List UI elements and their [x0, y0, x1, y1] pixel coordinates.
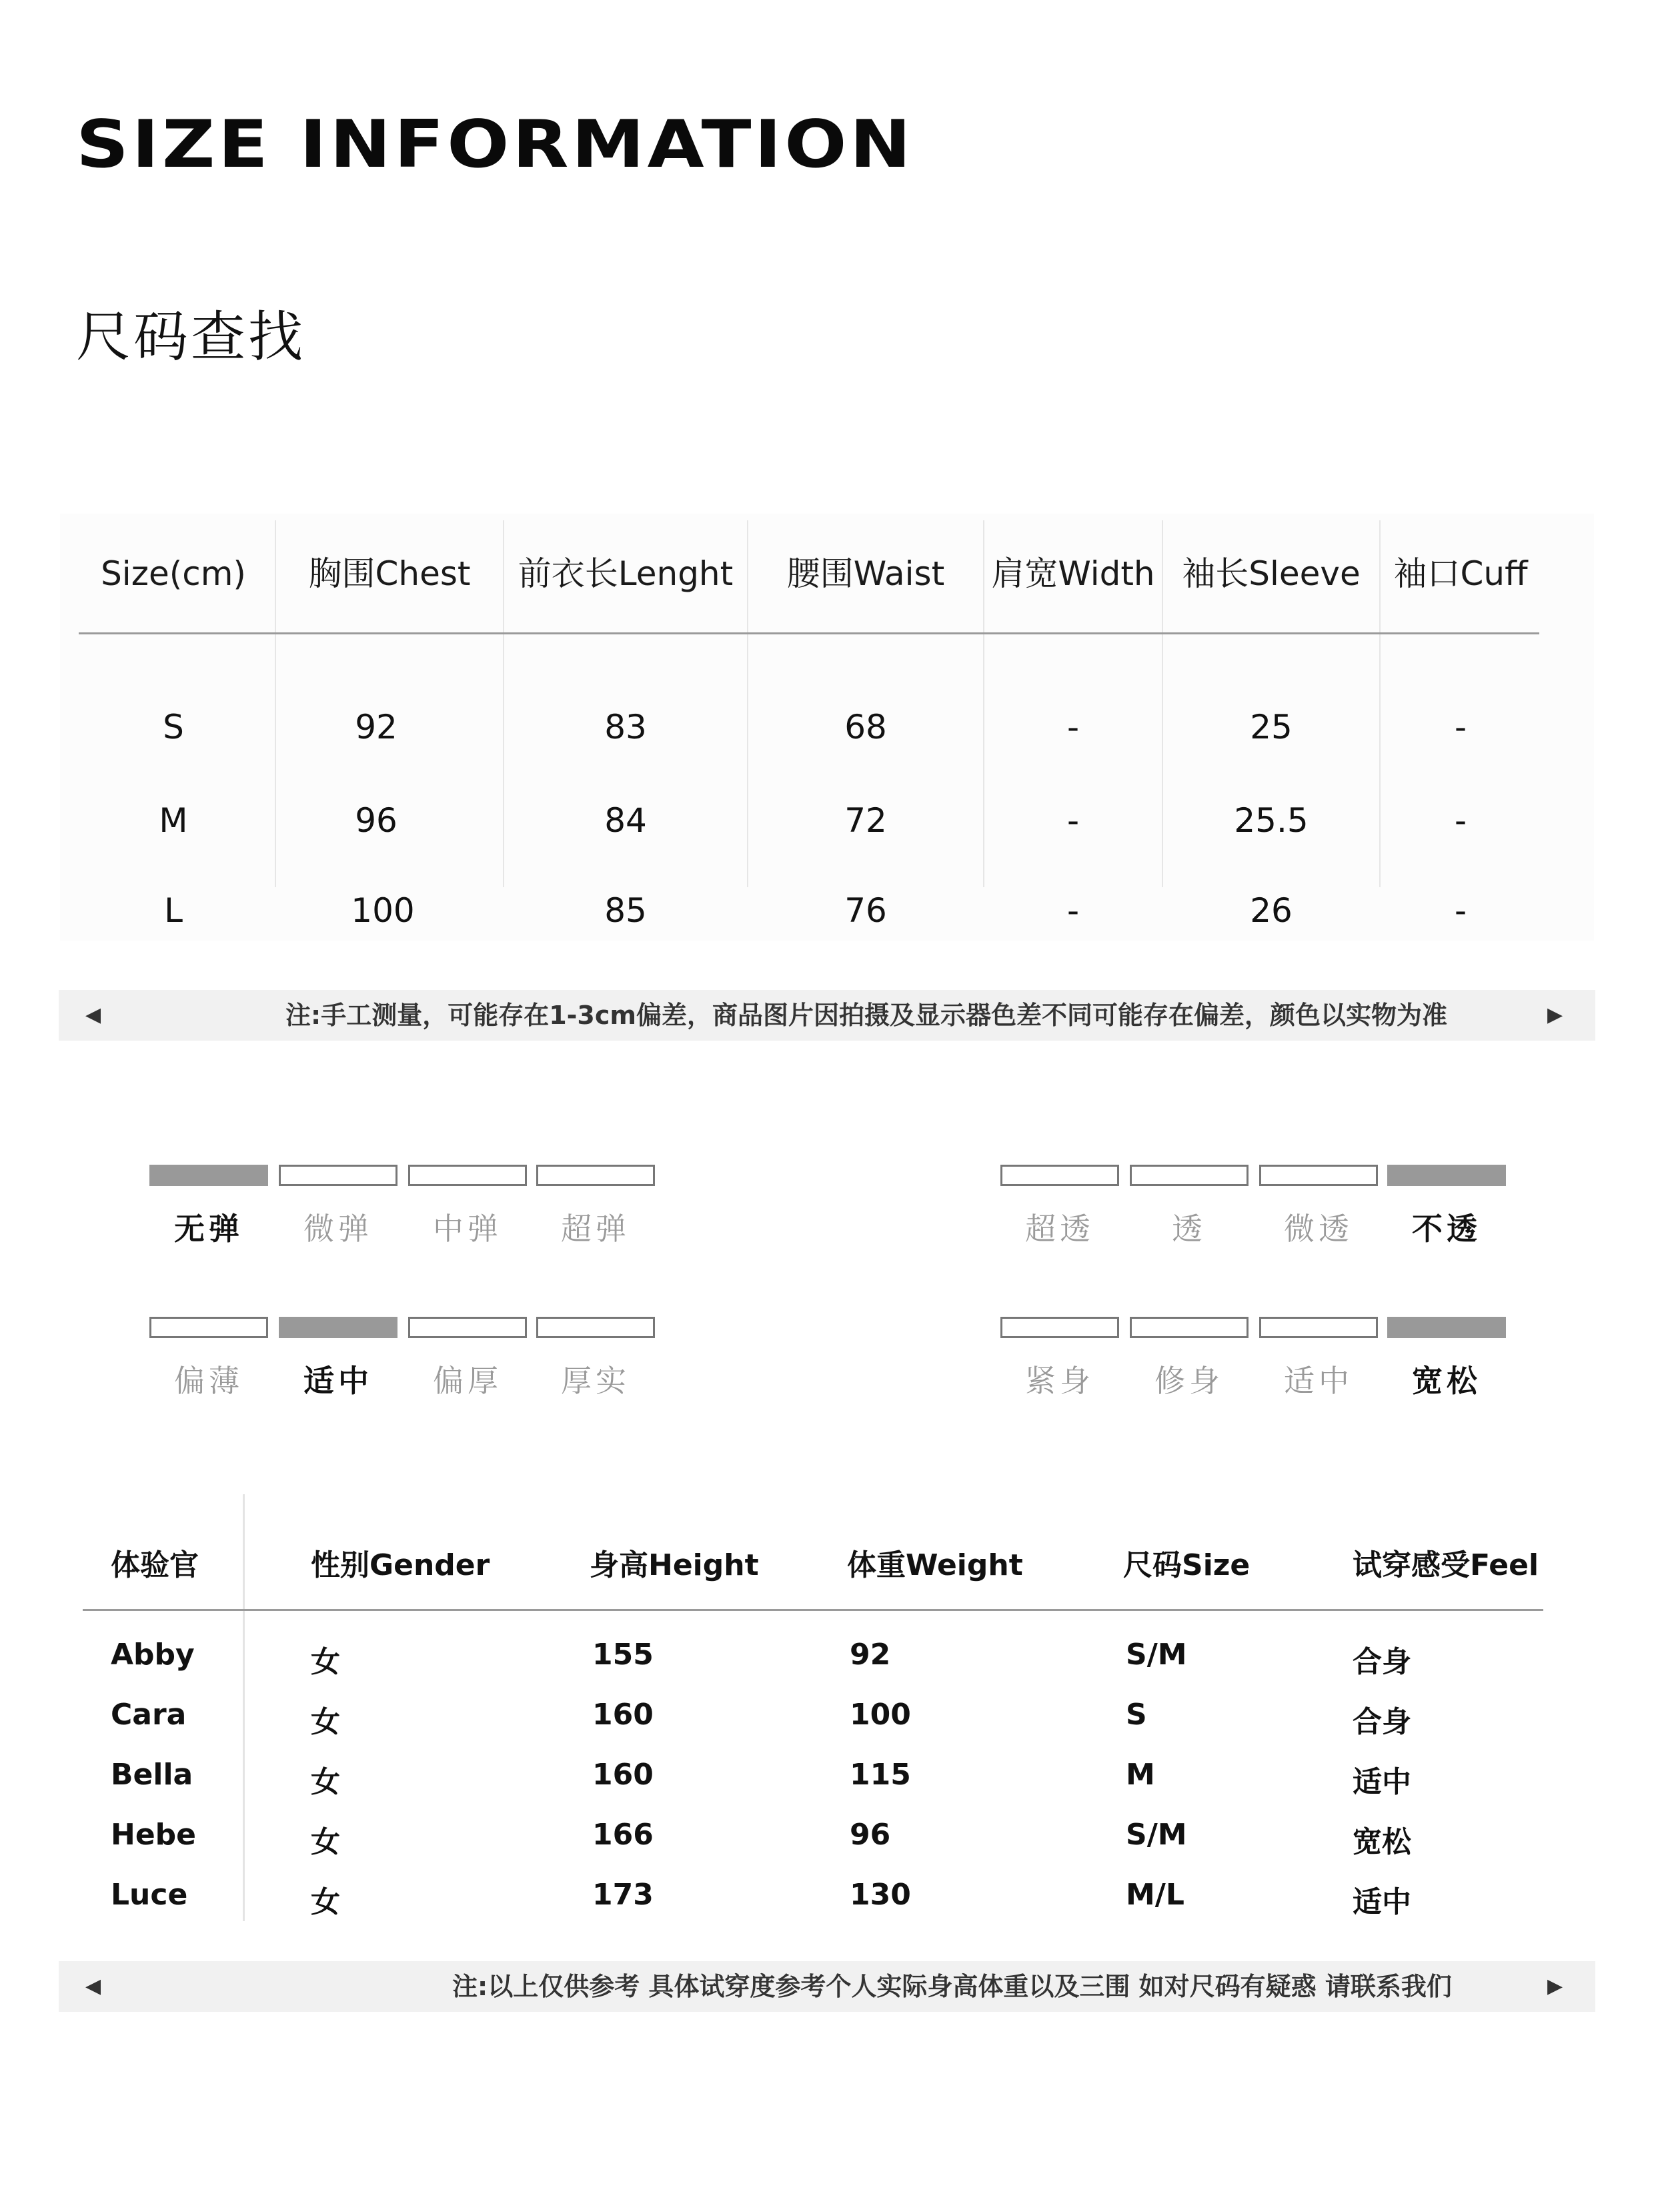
- cell-sleeve: 25.5: [1234, 801, 1309, 840]
- cell-name: Cara: [111, 1698, 187, 1732]
- trial-table: [60, 1494, 1594, 1934]
- rating-segment: [1000, 1165, 1119, 1186]
- cell-length: 84: [604, 801, 647, 840]
- rating-label: 中弹: [433, 1211, 502, 1247]
- rating-segment: [1259, 1165, 1378, 1186]
- rating-label: 无弹: [174, 1211, 243, 1247]
- table-row: [60, 787, 1594, 854]
- cell-gender: 女: [311, 1885, 340, 1919]
- measurement-note: 注:手工测量，可能存在1-3cm偏差，商品图片因拍摄及显示器色差不同可能存在偏差，颜色以实物为准: [285, 1001, 1447, 1030]
- header-cell-length: 前衣长Lenght: [518, 554, 734, 593]
- rating-segment: [536, 1165, 655, 1186]
- cell-gender: 女: [311, 1645, 340, 1679]
- rating-segment: [1387, 1165, 1506, 1186]
- cell-cuff: -: [1454, 891, 1467, 930]
- table-row: [60, 694, 1594, 760]
- cell-feel: 宽松: [1353, 1825, 1411, 1859]
- cell-height: 173: [592, 1878, 654, 1912]
- cell-weight: 100: [850, 1698, 911, 1732]
- header-cell-chest: 胸围Chest: [308, 554, 471, 593]
- header-cell-weight: 体重Weight: [847, 1548, 1023, 1582]
- cell-waist: 76: [844, 891, 887, 930]
- column-divider: [243, 1494, 245, 1921]
- rating-label: 不透: [1412, 1211, 1481, 1247]
- page-title: SIZE INFORMATION: [76, 107, 914, 183]
- header-divider: [83, 1609, 1543, 1611]
- cell-gender: 女: [311, 1825, 340, 1859]
- cell-height: 155: [592, 1638, 654, 1672]
- size-table: [60, 514, 1594, 941]
- cell-feel: 合身: [1353, 1645, 1411, 1679]
- cell-cuff: -: [1454, 708, 1467, 746]
- rating-label: 修身: [1154, 1363, 1224, 1399]
- rating-segment: [149, 1317, 268, 1338]
- cell-name: Hebe: [111, 1818, 197, 1852]
- cell-name: Bella: [111, 1758, 193, 1792]
- header-cell-gender: 性别Gender: [311, 1548, 490, 1582]
- scroll-left-icon[interactable]: ◀: [85, 1975, 101, 1998]
- fit-rating: [1000, 1317, 1654, 1430]
- measurement-note-bar[interactable]: [59, 990, 1595, 1041]
- scroll-right-icon[interactable]: ▶: [1547, 1975, 1563, 1998]
- rating-segment: [1130, 1165, 1249, 1186]
- scroll-right-icon[interactable]: ▶: [1547, 1003, 1563, 1027]
- cell-weight: 115: [850, 1758, 911, 1792]
- rating-segment: [279, 1165, 397, 1186]
- rating-segment: [279, 1317, 397, 1338]
- cell-gender: 女: [311, 1705, 340, 1739]
- rating-label: 微透: [1284, 1211, 1353, 1247]
- header-cell-size: 尺码Size: [1123, 1548, 1251, 1582]
- cell-gender: 女: [311, 1765, 340, 1799]
- table-row: [60, 877, 1594, 944]
- header-cell-size: Size(cm): [101, 554, 246, 593]
- rating-segment: [1000, 1317, 1119, 1338]
- header-cell-tester: 体验官: [111, 1548, 199, 1582]
- rating-segment: [1259, 1317, 1378, 1338]
- rating-label: 微弹: [303, 1211, 373, 1247]
- cell-size: M: [159, 801, 188, 840]
- section-subtitle: 尺码查找: [76, 306, 306, 369]
- rating-label: 超透: [1025, 1211, 1094, 1247]
- cell-height: 166: [592, 1818, 654, 1852]
- rating-label: 透: [1172, 1211, 1206, 1247]
- cell-width: -: [1066, 708, 1080, 746]
- cell-height: 160: [592, 1758, 654, 1792]
- cell-height: 160: [592, 1698, 654, 1732]
- header-cell-waist: 腰围Waist: [786, 554, 945, 593]
- cell-size: M/L: [1126, 1878, 1184, 1912]
- rating-label: 超弹: [561, 1211, 630, 1247]
- cell-name: Abby: [111, 1638, 195, 1672]
- cell-cuff: -: [1454, 801, 1467, 840]
- header-cell-width: 肩宽Width: [991, 554, 1155, 593]
- cell-feel: 适中: [1353, 1885, 1411, 1919]
- cell-weight: 92: [850, 1638, 891, 1672]
- rating-label: 宽松: [1412, 1363, 1481, 1399]
- rating-segment: [149, 1165, 268, 1186]
- cell-waist: 68: [844, 708, 887, 746]
- cell-size: S/M: [1126, 1638, 1187, 1672]
- cell-chest: 100: [351, 891, 415, 930]
- rating-label: 紧身: [1025, 1363, 1094, 1399]
- cell-size: S/M: [1126, 1818, 1187, 1852]
- cell-weight: 96: [850, 1818, 891, 1852]
- cell-sleeve: 25: [1250, 708, 1293, 746]
- trial-note-bar[interactable]: [59, 1961, 1595, 2012]
- thickness-rating: [149, 1317, 950, 1430]
- elasticity-rating: [149, 1165, 950, 1278]
- rating-segment: [1130, 1317, 1249, 1338]
- cell-name: Luce: [111, 1878, 188, 1912]
- header-cell-feel: 试穿感受Feel: [1353, 1548, 1539, 1582]
- scroll-left-icon[interactable]: ◀: [85, 1003, 101, 1027]
- cell-length: 83: [604, 708, 647, 746]
- rating-segment: [1387, 1317, 1506, 1338]
- rating-label: 偏厚: [433, 1363, 502, 1399]
- cell-chest: 92: [355, 708, 397, 746]
- cell-feel: 适中: [1353, 1765, 1411, 1799]
- cell-size: S: [163, 708, 184, 746]
- rating-label: 厚实: [561, 1363, 630, 1399]
- size-table-header: [60, 514, 1594, 634]
- header-cell-cuff: 袖口Cuff: [1393, 554, 1528, 593]
- trial-note: 注:以上仅供参考 具体试穿度参考个人实际身高体重以及三围 如对尺码有疑惑 请联系我们: [452, 1972, 1452, 2001]
- rating-label: 适中: [1284, 1363, 1353, 1399]
- cell-length: 85: [604, 891, 647, 930]
- rating-label: 偏薄: [174, 1363, 243, 1399]
- cell-size: L: [164, 891, 183, 930]
- rating-segment: [536, 1317, 655, 1338]
- cell-size: S: [1126, 1698, 1147, 1732]
- cell-sleeve: 26: [1250, 891, 1293, 930]
- cell-width: -: [1066, 891, 1080, 930]
- header-cell-height: 身高Height: [590, 1548, 759, 1582]
- header-divider: [79, 632, 1539, 634]
- transparency-rating: [1000, 1165, 1654, 1278]
- cell-waist: 72: [844, 801, 887, 840]
- header-cell-sleeve: 袖长Sleeve: [1182, 554, 1361, 593]
- cell-width: -: [1066, 801, 1080, 840]
- rating-segment: [408, 1317, 527, 1338]
- cell-feel: 合身: [1353, 1705, 1411, 1739]
- cell-weight: 130: [850, 1878, 911, 1912]
- rating-segment: [408, 1165, 527, 1186]
- cell-chest: 96: [355, 801, 397, 840]
- cell-size: M: [1126, 1758, 1155, 1792]
- rating-label: 适中: [303, 1363, 373, 1399]
